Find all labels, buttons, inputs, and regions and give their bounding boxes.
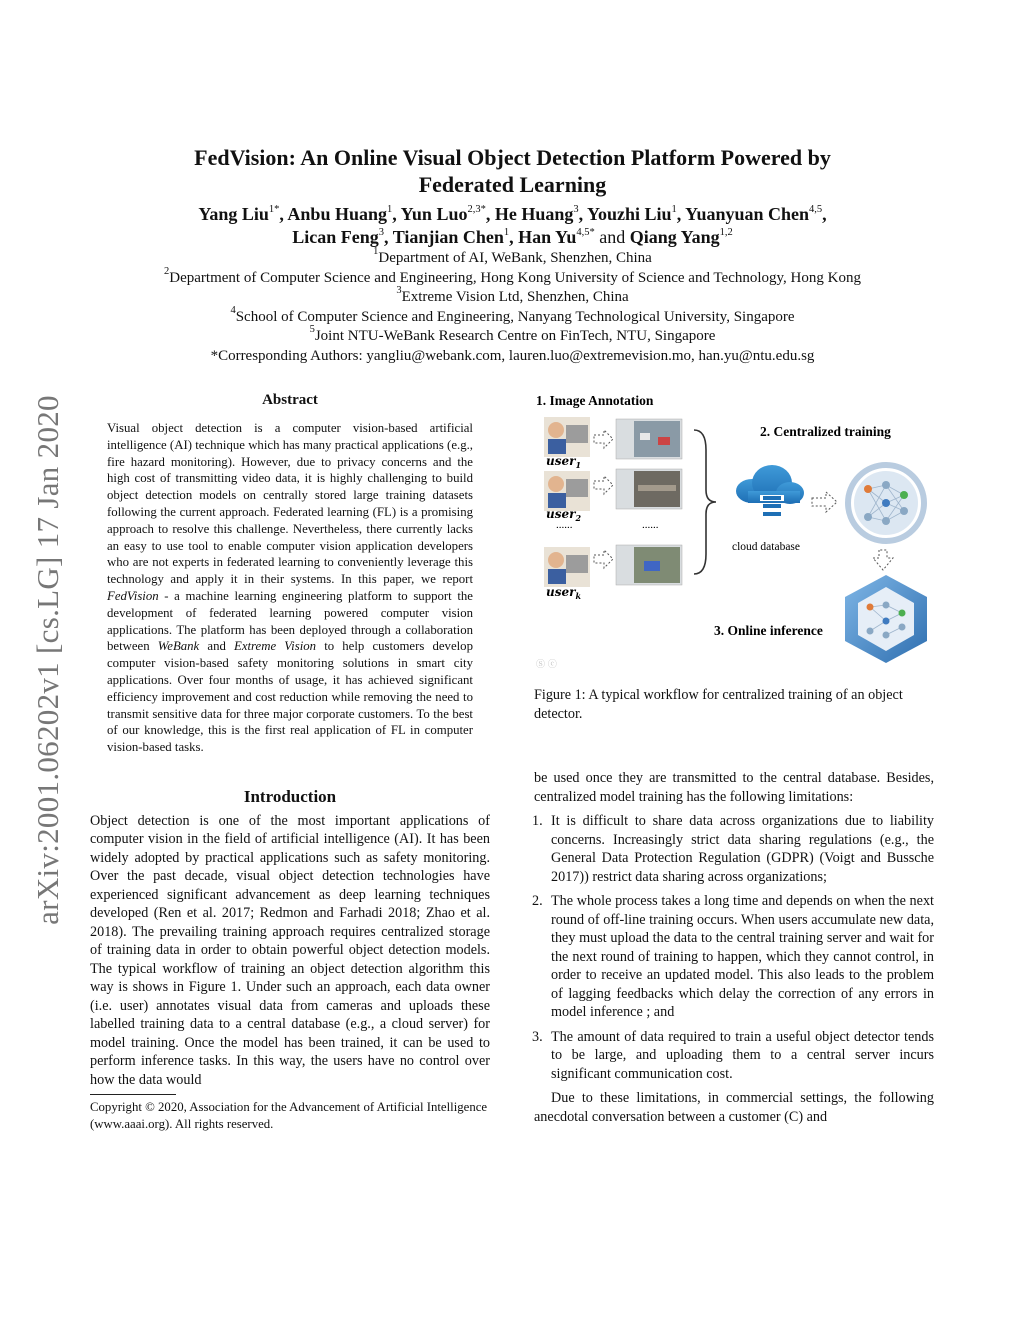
corresponding-authors: *Corresponding Authors: yangliu@webank.com, lauren.luo@extremevision.mo, han.yu@ntu.edu.sg (210, 347, 815, 364)
author-name: Lican Feng$^3$ (292, 227, 385, 247)
author-name: Han $Yu^{4,5*}$ (518, 227, 595, 247)
license-icons: Ⓢ ⓒ (536, 660, 557, 670)
step-3-label: 3. Online inference (714, 623, 823, 638)
user-avatar-icon (548, 552, 564, 568)
footnote-divider (90, 1094, 176, 1095)
author-line-1: Yang Liu$^{1*}$, Anbu Huang$^1$, Yun Luo$^{2,3*}$, He Huang$^3$, Youzhi Liu$^1$, Yuanyuan Chen$^{4,5}$, (198, 204, 827, 224)
figure-1 (534, 385, 934, 670)
abstract-title: Abstract (262, 392, 318, 408)
cloud-database-label: cloud database (732, 541, 801, 553)
user-1-label: user$_1$ (546, 454, 582, 470)
author-and: and (594, 227, 630, 247)
introduction-text: Object detection is one of the most important applications of computer vision in the field of artificial intelligence (AI). It has been widely adopted by practical applications such as safety monitoring. Over the past decade, visual object detection technologies have experienced significant advancement as deep learning techniques developed (Ren et al. 2017; Redmon and Farhadi 2018; Zhao et al. 2018). The prevailing training approach requires centralized storage of training data in order to obtain powerful object detection models. The typical workflow of training an object detection algorithm this way is shows in Figure 1. Under such an approach, each data owner (i.e. user) annotates visual data from cameras and uploads these labelled training data to a central database (e.g., a cloud server) for model training. Once the model has been trained, it can be used to perform inference tasks. In this way, the users have no control over how the data would (90, 812, 490, 1088)
author-name: Yang Liu$^{1*}$ (198, 204, 280, 224)
author-name: Yuanyuan Chen$^{4,5}$ (685, 204, 823, 224)
list-item: 1. It is difficult to share data across organizations due to liability concerns. Increasingly strict data sharing regulations (e.g., the General Data Protection Regulation (GDPR) (Voigt and Bussche 2017)) restrict data sharing across organizations; (532, 813, 934, 885)
affiliation: $^2$Department of Computer Science and Engineering, Hong Kong University of Science and Technology, Hong Kong (164, 265, 861, 286)
copyright-footnote: Copyright © 2020, Association for the Advancement of Artificial Intelligence (www.aaai.org). All rights reserved. (90, 1100, 488, 1132)
affiliation-list (90, 246, 935, 347)
limitations-list (534, 812, 934, 1083)
user-k-label: user$_k$ (546, 585, 581, 601)
user-avatar-icon (548, 476, 564, 492)
arxiv-id: arXiv:2001.06202v1 [cs.LG] 17 Jan 2020 (29, 395, 65, 925)
author-name: Yun Luo$^{2,3*}$ (400, 204, 486, 224)
affiliation: $^5$Joint NTU-WeBank Research Centre on FinTech, NTU, Singapore (309, 324, 716, 345)
arrow-icon (812, 492, 837, 512)
user-1-group (544, 417, 682, 470)
introduction-title: Introduction (243, 786, 337, 806)
step-2-label: 2. Centralized training (760, 424, 891, 439)
abstract-text: Visual object detection is a computer vision-based artificial intelligence (AI) technique which has many practical applications (e.g., fire hazard monitoring). However, due to privacy concerns and the high cost of transmitting video data, it is highly challenging to build object detection models on centrally stored large training datasets following the current approach. Federated learning (FL) is a promising approach to resolve this challenge. Nevertheless, there currently lacks an easy to use tool to enable computer vision application developers who are not experts in federated learning to conveniently leverage this technology and apply it in their systems. In this paper, we report FedVision - a machine learning engineering platform to support the development of federated learning powered computer vision applications. The platform has been deployed through a collaboration between WeBank and Extreme Vision to help customers develop computer vision-based safety monitoring solutions in smart city applications. Over four months of usage, it has achieved significant efficiency improvement and cost reduction while removing the need to transmit sensitive data for three major corporate customers. To the best of our knowledge, this is the first real application of FL in computer vision-based tasks. (107, 421, 473, 755)
arrow-icon (594, 550, 613, 568)
last-paragraph: Due to these limitations, in commercial settings, the following anecdotal conversation between a customer (C) and (534, 1090, 934, 1125)
arrow-icon (594, 430, 613, 448)
author-name: Anbu Huang$^1$ (287, 204, 393, 224)
arrow-icon (594, 476, 613, 494)
author-name: He Huang$^3$ (494, 204, 579, 224)
paper-title: FedVision: An Online Visual Object Detection Platform Powered by Federated Learning (194, 145, 831, 197)
arrow-down-icon (873, 550, 893, 570)
step-1-label: 1. Image Annotation (536, 393, 654, 408)
user-avatar-icon (548, 422, 564, 438)
author-name: Tianjian Chen$^1$ (392, 227, 510, 247)
affiliation: $^4$School of Computer Science and Engineering, Nanyang Technological University, Singapore (230, 304, 795, 325)
dots-left: ...... (556, 519, 573, 531)
workflow-diagram (534, 385, 934, 675)
brace-icon (694, 430, 716, 574)
user-2-group (544, 469, 682, 523)
cloud-database-icon (736, 465, 804, 517)
list-item: 3. The amount of data required to train a useful object detector tends to be large, and uploading them to a central server incurs significant communication cost. (532, 1028, 934, 1082)
author-list (90, 203, 935, 249)
right-paragraph: be used once they are transmitted to the central database. Besides, centralized model training has the following limitations: (534, 770, 934, 805)
left-column (90, 390, 490, 1133)
affiliation: $^1$Department of AI, WeBank, Shenzhen, China (373, 246, 652, 266)
paper-header (90, 144, 935, 367)
author-name: Qiang Yang$^{1,2}$ (629, 227, 733, 247)
dots-right: ...... (642, 519, 659, 531)
training-network-icon (848, 465, 924, 541)
right-column (534, 385, 934, 1126)
list-item: 2. The whole process takes a long time and depends on when the next round of off-line training occurs. When users accumulate new data, they must upload the data to the central training server and wait for the next round of training to happen, which they cannot control, in order to receive an updated model. This also leads to the problem of lagging feedbacks which delay the correction of any errors in model inference ; and (532, 893, 934, 1020)
affiliation: $^3$Extreme Vision Ltd, Shenzhen, China (396, 285, 629, 306)
author-name: Youzhi Liu$^1$ (586, 204, 677, 224)
author-line-2: Lican Feng$^3$, Tianjian Chen$^1$, Han $Yu^{4,5*}$ and Qiang Yang$^{1,2}$ (292, 227, 733, 247)
user-2-label: user$_2$ (546, 507, 582, 523)
figure-caption: Figure 1: A typical workflow for centralized training of an object detector. (534, 687, 903, 722)
arxiv-sidebar-stamp (20, 380, 75, 940)
user-k-group (544, 545, 682, 601)
inference-network-icon (845, 575, 927, 663)
